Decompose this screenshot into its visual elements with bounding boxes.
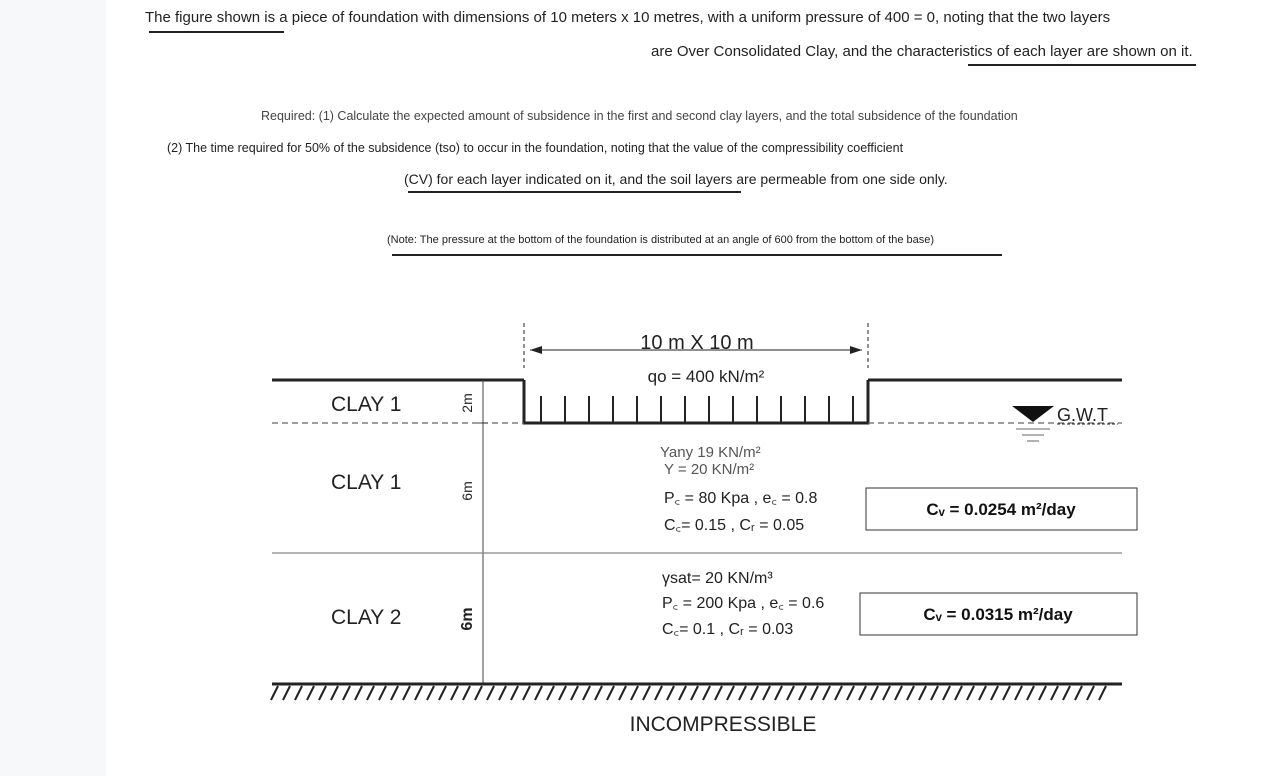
hatch-line [391,686,398,700]
hatch-line [763,686,770,700]
layer-name-2: CLAY 1 [331,471,402,494]
hatch-line [895,686,902,700]
hatch-line [415,686,422,700]
hatch-line [403,686,410,700]
hatch-line [367,686,374,700]
hatch-line [619,686,626,700]
hatch-line [451,686,458,700]
hatch-line [439,686,446,700]
required-line-1: Required: (1) Calculate the expected amount of subsidence in the first and second clay layers, and the total subsidence of the foundation [261,109,1018,123]
hatch-line [655,686,662,700]
hatch-line [739,686,746,700]
hatch-line [1015,686,1022,700]
hatch-line [487,686,494,700]
required-line-3: (CV) for each layer indicated on it, and the soil layers are permeable from one side only. [404,171,948,187]
hatch-line [679,686,686,700]
hatch-line [631,686,638,700]
hatch-line [319,686,326,700]
gwt-triangle-icon [1012,406,1054,422]
layer2-gamma-sat: γsat= 20 KN/m³ [662,570,773,587]
incompressible-label: INCOMPRESSIBLE [629,713,817,736]
hatch-line [643,686,650,700]
hatch-line [715,686,722,700]
problem-line-1: The figure shown is a piece of foundation with dimensions of 10 meters x 10 metres, with a uniform pressure of 400 = 0, noting that the two layers [145,9,1111,26]
hatch-line [847,686,854,700]
hatch-line [979,686,986,700]
hatch-line [871,686,878,700]
layer2-pc-e0: P꜀ = 200 Kpa , e꜀ = 0.6 [662,595,825,612]
hatch-line [1039,686,1046,700]
layer1-gamma-dry: Yany 19 KN/m² [660,444,761,461]
hatch-line [775,686,782,700]
hatch-line [1099,686,1106,700]
thickness-label-3: 6m [459,607,476,631]
layer2-cc-cr: C꜀= 0.1 , Cᵣ = 0.03 [662,621,794,638]
required-line-2: (2) The time required for 50% of the subsidence (tso) to occur in the foundation, noting that the value of the compressibility coefficient [167,141,904,155]
hatch-line [1003,686,1010,700]
layer2-cv: Cᵥ = 0.0315 m²/day [923,605,1073,624]
layer-name-1: CLAY 1 [331,393,402,416]
hatch-line [859,686,866,700]
hatch-line [967,686,974,700]
hatch-line [1063,686,1070,700]
hatch-line [523,686,530,700]
hatch-line [1075,686,1082,700]
hatch-line [379,686,386,700]
hatch-line [991,686,998,700]
footing-base [524,380,868,423]
hatch-line [835,686,842,700]
problem-line-2: are Over Consolidated Clay, and the characteristics of each layer are shown on it. [651,43,1193,60]
thickness-label-1: 2m [459,393,475,413]
hatch-line [727,686,734,700]
layer-name-3: CLAY 2 [331,606,402,629]
hatch-line [271,686,278,700]
hatch-line [787,686,794,700]
hatch-line [691,686,698,700]
dimension-arrow-right [850,346,862,354]
thickness-label-2: 6m [459,481,475,501]
hatch-line [331,686,338,700]
hatch-line [955,686,962,700]
hatch-line [931,686,938,700]
hatch-line [559,686,566,700]
hatch-line [667,686,674,700]
base-hatching [271,686,1106,700]
hatch-line [355,686,362,700]
load-label: qo = 400 kN/m² [647,367,765,386]
hatch-line [823,686,830,700]
hatch-line [919,686,926,700]
hatch-line [535,686,542,700]
hatch-line [595,686,602,700]
layer1-cv: Cᵥ = 0.0254 m²/day [926,500,1076,519]
dimension-arrow-left [530,346,542,354]
note-text: (Note: The pressure at the bottom of the foundation is distributed at an angle of 600 from the bottom of the base) [387,234,935,246]
hatch-line [295,686,302,700]
layer1-gamma: Y = 20 KN/m² [664,461,755,478]
hatch-line [307,686,314,700]
hatch-line [511,686,518,700]
hatch-line [343,686,350,700]
hatch-line [463,686,470,700]
layer1-cc-cr: C꜀= 0.15 , Cᵣ = 0.05 [664,517,805,534]
hatch-line [907,686,914,700]
gwt-label: G.W.T [1057,405,1108,425]
hatch-line [475,686,482,700]
hatch-line [751,686,758,700]
hatch-line [703,686,710,700]
load-arrows [541,396,853,423]
layer1-pc-e0: P꜀ = 80 Kpa , e꜀ = 0.8 [664,490,818,507]
hatch-line [607,686,614,700]
hatch-line [883,686,890,700]
hatch-line [1027,686,1034,700]
hatch-line [499,686,506,700]
hatch-line [811,686,818,700]
hatch-line [799,686,806,700]
footing-size-label: 10 m X 10 m [640,332,754,354]
hatch-line [571,686,578,700]
hatch-line [283,686,290,700]
hatch-line [547,686,554,700]
hatch-line [943,686,950,700]
hatch-line [1087,686,1094,700]
hatch-line [427,686,434,700]
hatch-line [1051,686,1058,700]
hatch-line [583,686,590,700]
